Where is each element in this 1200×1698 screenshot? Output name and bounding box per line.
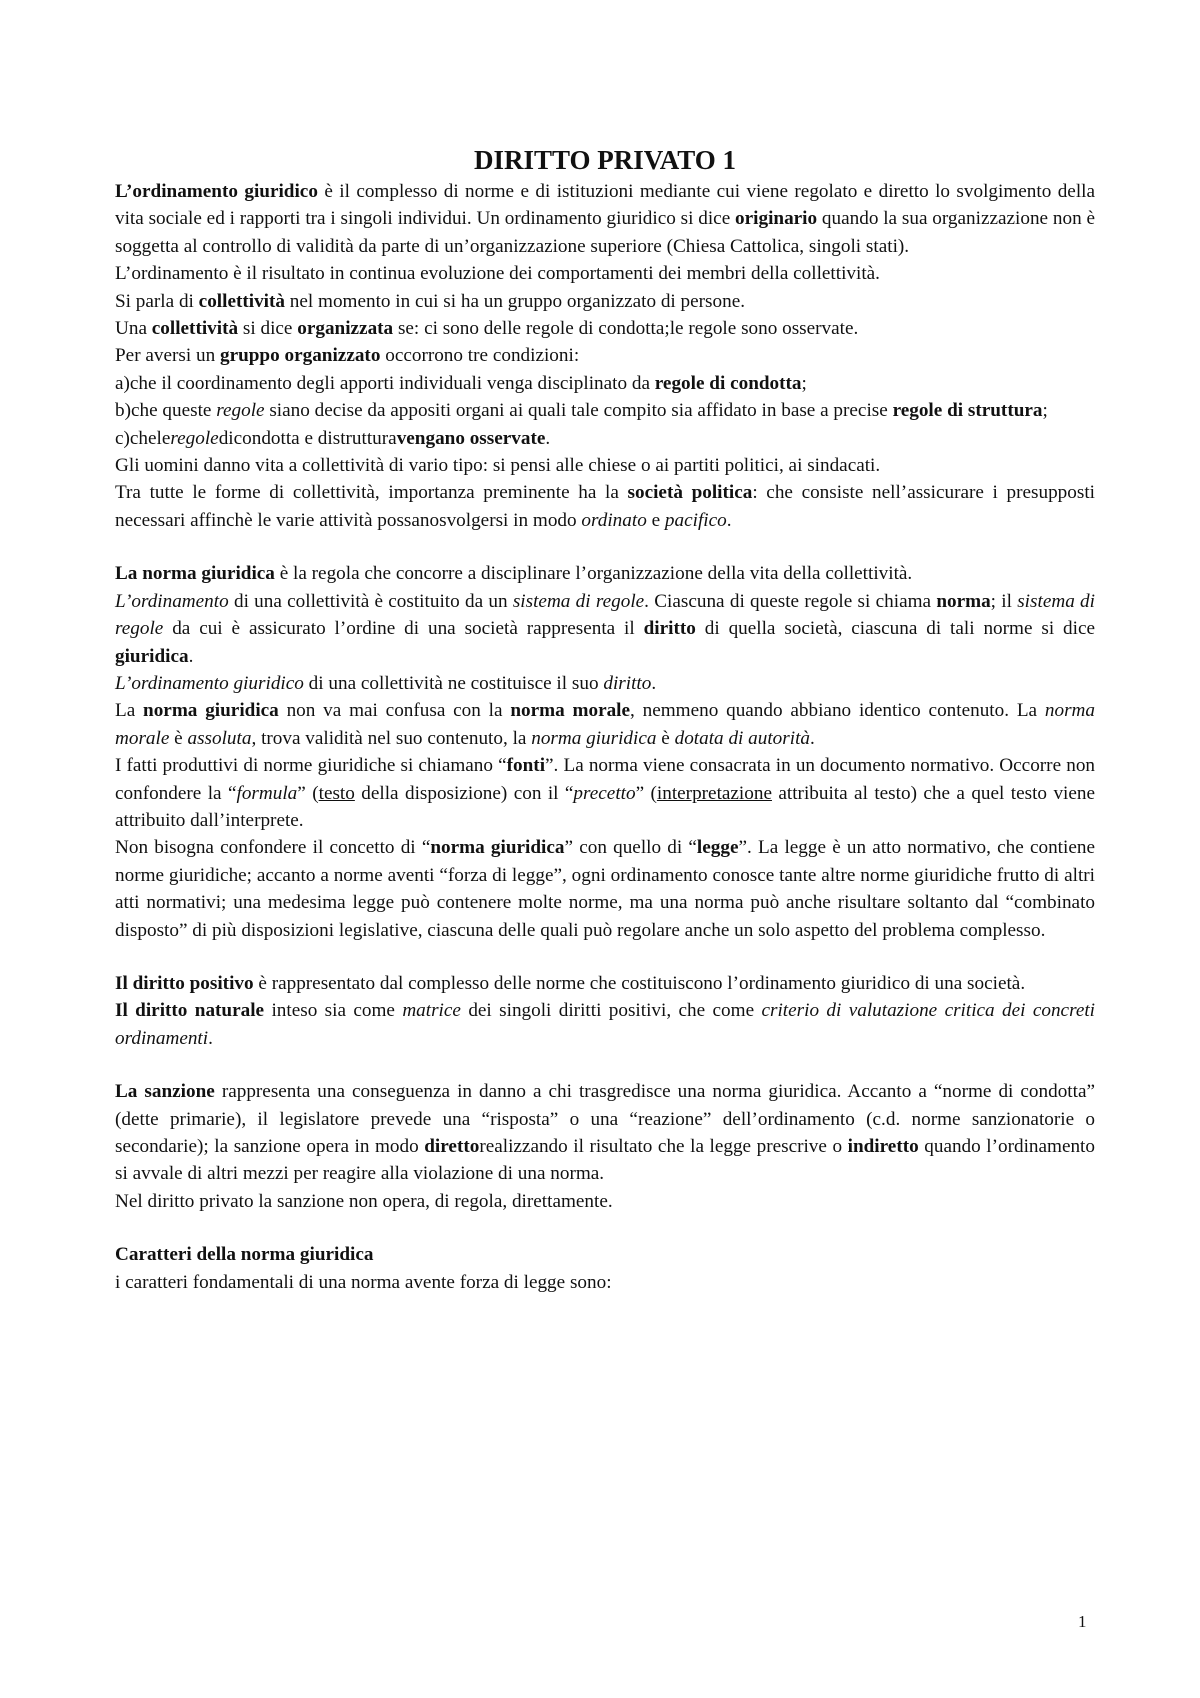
paragraph-norma-legge: Non bisogna confondere il concetto di “norma giuridica” con quello di “legge”. La legge è un atto normativo, che contiene norme giuridiche; accanto a norme aventi “forza di legge”, ogni ordinamento conosce tante altre norme giuridiche frutto di altri atti normativi; una medesima legge può contenere molte norme, ma una norma può anche risultare soltanto dal “combinato disposto” di più disposizioni legislative, ciascuna delle quali può regolare anche un solo aspetto del problema complesso. <box>115 837 1095 941</box>
paragraph-tipi-collettivita: Gli uomini danno vita a collettività di vario tipo: si pensi alle chiese o ai partiti politici, ai sindacati. <box>115 455 881 477</box>
paragraph-collettivita: Si parla di collettività nel momento in cui si ha un gruppo organizzato di persone. <box>115 290 746 312</box>
paragraph-gap <box>115 1052 1095 1078</box>
paragraph-diritto-naturale: Il diritto naturale inteso sia come matrice dei singoli diritti positivi, che come criterio di valutazione critica dei concreti ordinamenti. <box>115 1000 1096 1049</box>
document-body <box>115 144 1095 1296</box>
paragraph-ordinamento-diritto: L’ordinamento giuridico di una collettività ne costituisce il suo diritto. <box>115 672 657 694</box>
paragraph-gruppo-organizzato: Per aversi un gruppo organizzato occorrono tre condizioni: <box>115 345 580 367</box>
paragraph-collettivita-organizzata: Una collettività si dice organizzata se: ci sono delle regole di condotta;le regole sono osservate. <box>115 318 859 340</box>
paragraph-gap <box>115 534 1095 560</box>
section-heading-caratteri: Caratteri della norma giuridica <box>115 1244 374 1266</box>
paragraph-sanzione-diritto-privato: Nel diritto privato la sanzione non opera, di regola, direttamente. <box>115 1190 613 1212</box>
paragraph-norma-giuridica: La norma giuridica è la regola che concorre a disciplinare l’organizzazione della vita della collettività. <box>115 563 913 585</box>
list-item-condition-c: c)cheleregoledicondotta e distrutturavengano osservate. <box>115 427 551 449</box>
list-item-condition-b: b)che queste regole siano decise da appositi organi ai quali tale compito sia affidato in base a precise regole di struttura; <box>115 400 1048 422</box>
paragraph-sistema-regole: L’ordinamento di una collettività è costituito da un sistema di regole. Ciascuna di queste regole si chiama norma; il sistema di regole da cui è assicurato l’ordine di una società rappresenta il diritto di quella società, ciascuna di tali norme si dice giuridica. <box>115 590 1096 667</box>
paragraph-gap <box>115 1215 1095 1241</box>
paragraph-norma-morale: La norma giuridica non va mai confusa con la norma morale, nemmeno quando abbiano identico contenuto. La norma morale è assoluta, trova validità nel suo contenuto, la norma giuridica è dotata di autorità. <box>115 700 1095 749</box>
paragraph-fonti: I fatti produttivi di norme giuridiche si chiamano “fonti”. La norma viene consacrata in un documento normativo. Occorre non confondere la “formula” (testo della disposizione) con il “precetto” (interpretazione attribuita al testo) che a quel testo viene attribuito dall’interprete. <box>115 755 1096 831</box>
paragraph-sanzione: La sanzione rappresenta una conseguenza in danno a chi trasgredisce una norma giuridica. Accanto a “norme di condotta” (dette primarie), il legislatore prevede una “risposta” o una “reazione” dell’ordinamento (c.d. norme sanzionatorie o secondarie); la sanzione opera in modo direttorealizzando il risultato che la legge prescrive o indiretto quando l’ordinamento si avvale di altri mezzi per reagire alla violazione di una norma. <box>115 1081 1095 1185</box>
paragraph-diritto-positivo: Il diritto positivo è rappresentato dal complesso delle norme che costituiscono l’ordinamento giuridico di una società. <box>115 972 1026 994</box>
document-title: DIRITTO PRIVATO 1 <box>473 145 737 175</box>
paragraph-ordinamento-giuridico: L’ordinamento giuridico è il complesso di norme e di istituzioni mediante cui viene regolato e diretto lo svolgimento della vita sociale ed i rapporti tra i singoli individui. Un ordinamento giuridico si dice originario quando la sua organizzazione non è soggetta al controllo di validità da parte di un’organizzazione superiore (Chiesa Cattolica, singoli stati). <box>115 181 1095 257</box>
paragraph-caratteri-intro: i caratteri fondamentali di una norma avente forza di legge sono: <box>115 1271 612 1293</box>
paragraph-gap <box>115 944 1095 970</box>
page-number: 1 <box>1078 1612 1087 1631</box>
paragraph-societa-politica: Tra tutte le forme di collettività, importanza preminente ha la società politica: che consiste nell’assicurare i presupposti necessari affinchè le varie attività possanosvolgersi in modo ordinato e pacifico. <box>115 482 1095 531</box>
list-item-condition-a: a)che il coordinamento degli apporti individuali venga disciplinato da regole di condotta; <box>115 372 807 394</box>
paragraph-ordinamento-evoluzione: L’ordinamento è il risultato in continua evoluzione dei comportamenti dei membri della collettività. <box>115 263 880 285</box>
